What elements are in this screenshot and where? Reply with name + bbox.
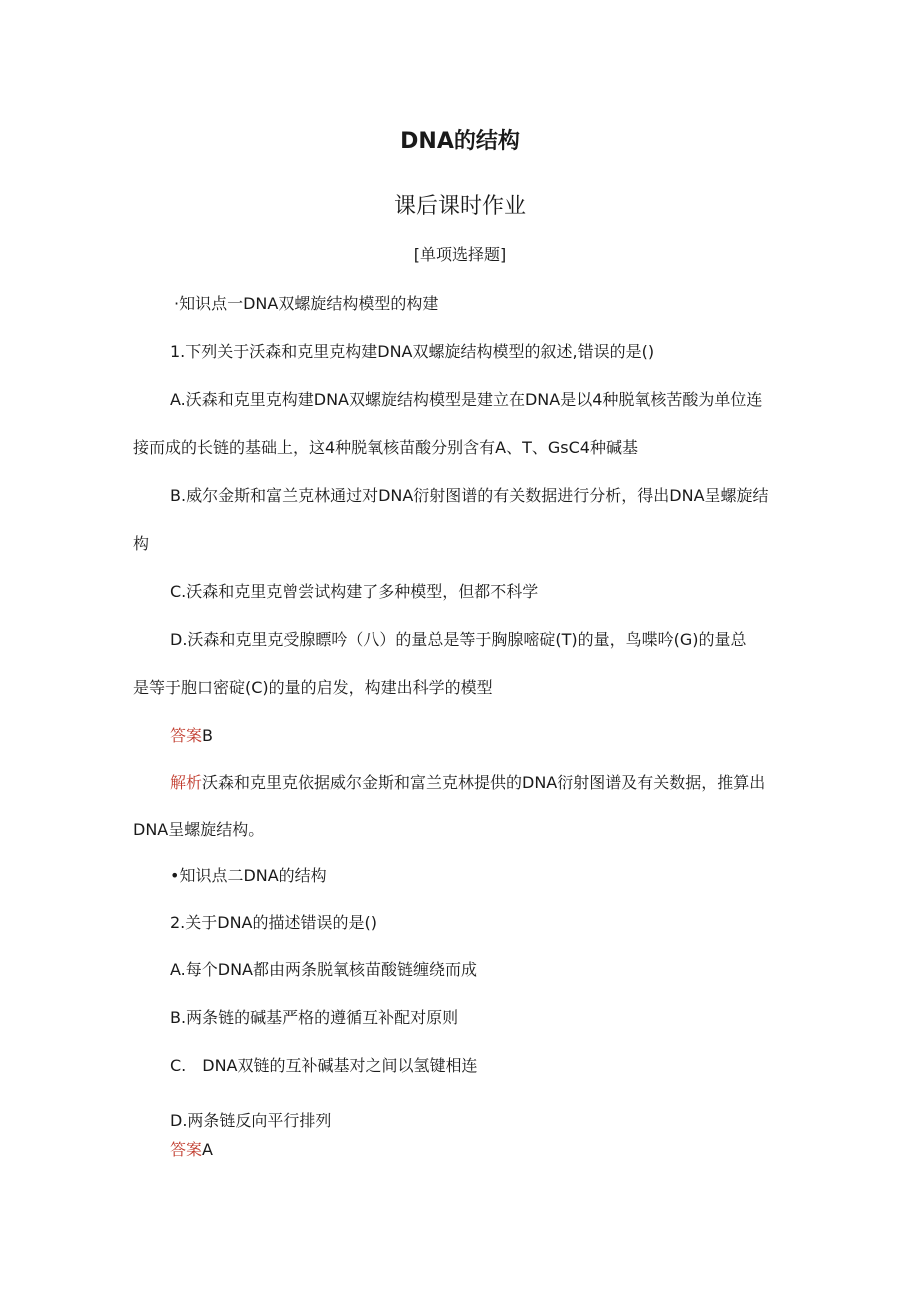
q1-option-d-line2: 是等于胞口密碇(C)的量的启发，构建出科学的模型: [133, 678, 493, 697]
q2-option-a: A.每个DNA都由两条脱氧核苗酸链缠绕而成: [170, 960, 477, 979]
q1-option-a-line1: A.沃森和克里克构建DNA双螺旋结构模型是建立在DNA是以4种脱氧核苦酸为单位连: [170, 390, 763, 409]
analysis-text: 沃森和克里克依据威尔金斯和富兰克林提供的DNA衍射图谱及有关数据，推算出: [202, 773, 766, 792]
knowledge-point-1: ·知识点一DNA双螺旋结构模型的构建: [174, 294, 439, 313]
answer-label: 答案: [170, 1140, 203, 1159]
q1-option-a-line2: 接而成的长链的基础上，这4种脱氧核苗酸分别含有A、T、GsC4种碱基: [133, 438, 638, 457]
answer-value: A: [202, 1140, 213, 1159]
doc-title: DNA的结构: [400, 129, 520, 154]
answer-label: 答案: [170, 726, 203, 745]
q1-analysis-line1: [170, 773, 765, 793]
q1-option-d-line1: D.沃森和克里克受腺瞟吟（八）的量总是等于胸腺嘧碇(T)的量，鸟喋吟(G)的量总: [170, 630, 747, 649]
q1-stem: 1.下列关于沃森和克里克构建DNA双螺旋结构模型的叙述,错误的是(): [170, 342, 655, 361]
q1-option-b-line2: 构: [133, 534, 150, 553]
answer-value: B: [202, 726, 213, 745]
q2-answer: [170, 1140, 213, 1160]
analysis-label: 解析: [170, 773, 203, 792]
section-heading: [单项选择题]: [413, 245, 507, 264]
q2-stem: 2.关于DNA的描述错误的是(): [170, 913, 377, 932]
q1-option-b-line1: B.威尔金斯和富兰克林通过对DNA衍射图谱的有关数据进行分析，得出DNA呈螺旋结: [170, 486, 769, 505]
q2-option-b: B.两条链的碱基严格的遵循互补配对原则: [170, 1008, 459, 1027]
q1-option-c: C.沃森和克里克曾尝试构建了多种模型，但都不科学: [170, 582, 539, 601]
q1-answer: [170, 726, 213, 746]
q1-analysis-line2: DNA呈螺旋结构。: [133, 820, 265, 839]
q2-option-d: D.两条链反向平行排列: [170, 1111, 332, 1130]
doc-subtitle: 课后课时作业: [393, 194, 526, 219]
knowledge-point-2: •知识点二DNA的结构: [170, 866, 327, 885]
q2-option-c: C. DNA双链的互补碱基对之间以氢键相连: [170, 1056, 478, 1075]
